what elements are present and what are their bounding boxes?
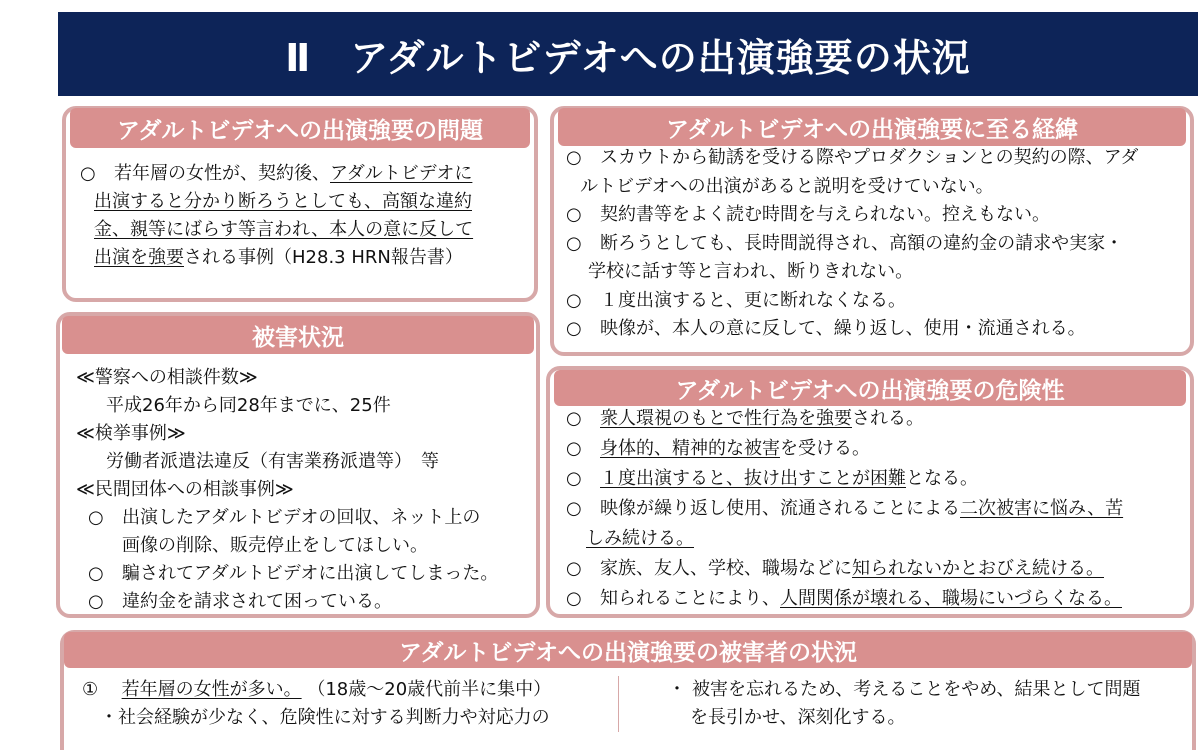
- danger-underlined-text: 知られないかとおびえ続ける。: [852, 558, 1104, 579]
- danger-item: [566, 584, 1186, 614]
- process-item: [566, 230, 1186, 259]
- problem-heading: アダルトビデオへの出演強要の問題: [70, 108, 530, 148]
- danger-heading: アダルトビデオへの出演強要の危険性: [554, 370, 1186, 406]
- circle-marker-icon: ○: [566, 289, 582, 311]
- police-heading: ≪警察への相談件数≫: [76, 367, 258, 388]
- circle-marker-icon: ○: [566, 232, 582, 254]
- danger-item: [566, 404, 1186, 434]
- danger-text: 映像が繰り返し使用、流通されることによる: [600, 498, 960, 519]
- victims-left-title: [82, 676, 612, 704]
- danger-item: [566, 434, 1186, 464]
- danger-text: される。: [852, 408, 924, 429]
- column-divider: [618, 676, 619, 732]
- private-heading: ≪民間団体への相談事例≫: [76, 479, 294, 500]
- danger-text: 知られることにより、: [600, 588, 780, 609]
- process-item-line: 契約書等をよく読む時間を与えられない。控えもない。: [600, 204, 1050, 225]
- danger-underlined-text: しみ続ける。: [586, 528, 694, 549]
- process-item-line: スカウトから勧誘を受ける際やプロダクションとの契約の際、アダ: [600, 147, 1139, 168]
- bullet-icon: ・: [668, 679, 686, 700]
- circle-marker-icon: ○: [88, 507, 104, 528]
- problem-underlined-text: 出演を強要: [94, 247, 184, 268]
- problem-line-1: [80, 160, 530, 188]
- process-item-line: ルトビデオへの出演があると説明を受けていない。: [580, 175, 994, 197]
- circle-marker-icon: ○: [88, 591, 104, 612]
- victims-right: [668, 676, 1188, 732]
- problem-text: 若年層の女性が、契約後、: [114, 163, 330, 184]
- problem-line-2: [80, 188, 530, 216]
- private-item-line: 違約金を請求されて困っている。: [122, 591, 392, 612]
- private-item-line: 騙されてアダルトビデオに出演してしまった。: [122, 563, 499, 584]
- process-item: [566, 315, 1186, 344]
- problem-text: される事例（H28.3 HRN報告書）: [184, 247, 463, 268]
- circle-marker-icon: ○: [566, 498, 582, 519]
- danger-underlined-text: 人間関係が壊れる、職場にいづらくなる。: [780, 588, 1122, 609]
- damage-body: [76, 364, 532, 616]
- circle-marker-icon: ○: [566, 438, 582, 459]
- circle-marker-icon: ○: [80, 163, 96, 184]
- danger-underlined-text: １度出演すると、抜け出すことが困難: [600, 468, 906, 489]
- victims-left-sub: ・社会経験が少なく、危険性に対する判断力や対応力の: [100, 707, 550, 728]
- private-item: [76, 504, 532, 560]
- danger-item-continuation: [566, 524, 1186, 554]
- danger-underlined-text: 身体的、精神的な被害: [600, 438, 780, 459]
- victims-right-item: [668, 676, 1188, 704]
- problem-line-4: [80, 244, 530, 272]
- victims-right-line: を長引かせ、深刻化する。: [690, 707, 906, 728]
- victims-left: [82, 676, 612, 732]
- private-item: [76, 588, 532, 616]
- process-item: [566, 201, 1186, 230]
- circle-marker-icon: ○: [566, 318, 582, 339]
- circle-marker-icon: ○: [88, 563, 104, 584]
- danger-item: [566, 554, 1186, 584]
- process-item-line: 断ろうとしても、長時間説得され、高額の違約金の請求や実家・: [600, 232, 1124, 254]
- victims-text: （18歳～20歳代前半に集中）: [307, 679, 552, 700]
- private-item-line: 画像の削除、販売停止をしてほしい。: [122, 535, 428, 556]
- police-text: 平成26年から同28年までに、25件: [106, 395, 391, 416]
- danger-text: を受ける。: [780, 438, 870, 459]
- arrest-text: 労働者派遣法違反（有害業務派遣等） 等: [106, 451, 439, 472]
- danger-underlined-text: 二次被害に悩み、苦: [960, 498, 1124, 519]
- private-item: [76, 560, 532, 588]
- circle-marker-icon: ○: [566, 468, 582, 489]
- danger-text: 家族、友人、学校、職場などに: [600, 558, 852, 579]
- process-heading: アダルトビデオへの出演強要に至る経緯: [558, 108, 1186, 146]
- problem-underlined-text: 金、親等にばらす等言われ、本人の意に反して: [94, 219, 474, 240]
- victims-number: ①: [82, 679, 99, 700]
- process-item-line: 映像が、本人の意に反して、繰り返し、使用・流通される。: [600, 318, 1086, 339]
- victims-heading: アダルトビデオへの出演強要の被害者の状況: [64, 632, 1192, 668]
- victims-underlined-text: 若年層の女性が多い。: [121, 679, 302, 700]
- circle-marker-icon: ○: [566, 408, 582, 429]
- danger-text: となる。: [906, 468, 978, 489]
- problem-underlined-text: アダルトビデオに: [330, 163, 473, 184]
- circle-marker-icon: ○: [566, 588, 582, 609]
- process-body: [566, 144, 1186, 344]
- danger-item: [566, 464, 1186, 494]
- arrest-heading: ≪検挙事例≫: [76, 423, 186, 444]
- victims-right-line: 被害を忘れるため、考えることをやめ、結果として問題: [692, 679, 1141, 700]
- process-item: [566, 287, 1186, 316]
- danger-underlined-text: 衆人環視のもとで性行為を強要: [600, 408, 852, 429]
- damage-heading: 被害状況: [62, 316, 534, 354]
- circle-marker-icon: ○: [566, 204, 582, 225]
- danger-body: [566, 404, 1186, 614]
- problem-underlined-text: 出演すると分かり断ろうとしても、高額な違約: [94, 191, 472, 212]
- problem-body: [80, 160, 530, 272]
- page-title: Ⅱ アダルトビデオへの出演強要の状況: [58, 12, 1198, 96]
- danger-item: [566, 494, 1186, 524]
- process-item-line: 学校に話す等と言われ、断りきれない。: [588, 261, 914, 282]
- circle-marker-icon: ○: [566, 558, 582, 579]
- circle-marker-icon: ○: [566, 147, 582, 168]
- process-item-line: １度出演すると、更に断れなくなる。: [600, 289, 906, 311]
- problem-line-3: [80, 216, 530, 244]
- private-item-line: 出演したアダルトビデオの回収、ネット上の: [122, 507, 481, 528]
- process-item: [566, 144, 1186, 173]
